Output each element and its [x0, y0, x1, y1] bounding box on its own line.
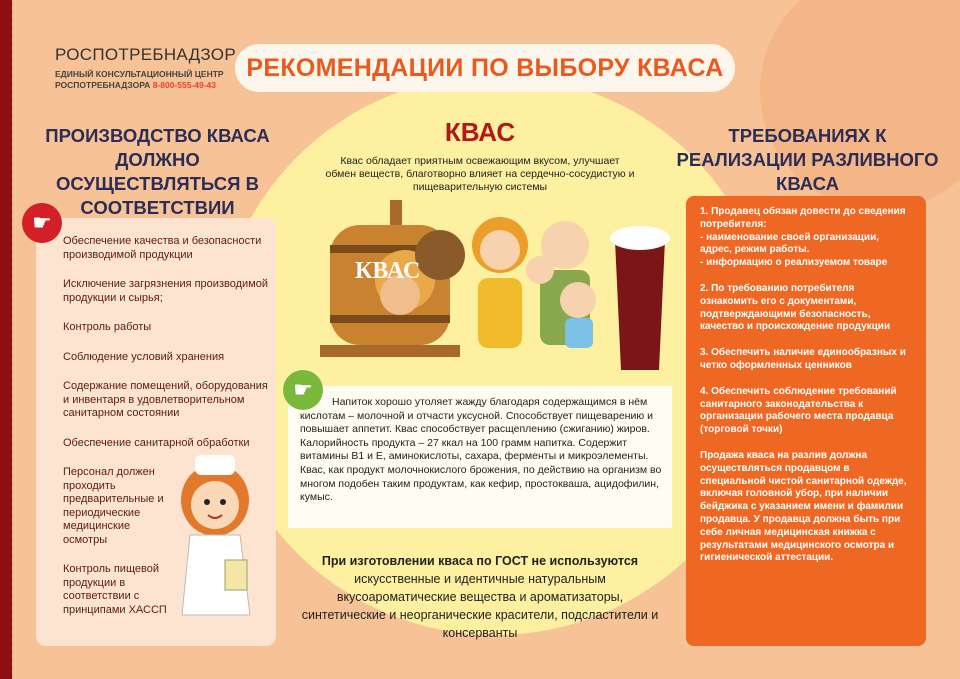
- pointing-hand-icon: ☛: [22, 203, 62, 243]
- left-list-item: Персонал должен проходить предварительные и периодические медицинские осмотры: [63, 466, 164, 546]
- right-heading: ТРЕБОВАНИЯХ К РЕАЛИЗАЦИИ РАЗЛИВНОГО КВАСА: [676, 125, 939, 194]
- left-list-item: Обеспечение санитарной обработки: [63, 436, 250, 449]
- right-list-item: Продажа кваса на разлив должна осуществляться продавцом в специальной чистой санитарной одежде, включая головной убор, при наличии бейджика с указанием имени и фамилии продавца. У продавца должна быть при себе личная медицинская книжка с результатами медицинского осмотра и гигиенической аттестации.: [700, 449, 907, 564]
- right-panel: [686, 196, 926, 646]
- left-list-item: Обеспечение качества и безопасности производимой продукции: [63, 235, 262, 261]
- left-list-item: Контроль работы: [63, 321, 152, 333]
- center-heading: КВАС: [444, 117, 516, 147]
- left-heading: ПРОИЗВОДСТВО КВАСА ДОЛЖНО ОСУЩЕСТВЛЯТЬСЯ В СООТВЕТСТВИИ: [45, 125, 270, 218]
- left-list-item: Контроль пищевой продукции в соответствии с принципами ХАССП: [63, 563, 167, 616]
- left-list-item: Соблюдение условий хранения: [63, 350, 225, 363]
- info-text: Напиток хорошо утоляет жажду благодаря содержащимся в нём кислотам – молочной и отчасти уксусной. Способствует пищеварению и повышает аппетит. Квас способствует расщеплению (сжиганию) жиров. Калорийность продукта – 27 ккал на 100 грамм напитка. Содержит витамины В1 и Е, аминокислоты, сахара, ферменты и микроэлементы. Квас, как продукт молочнокислого брожения, по действию на организм во многом подобен таким продуктам, как кефир, простокваша, ацидофилин, кумыс.: [300, 396, 662, 504]
- barrel-label: КВАС: [355, 258, 421, 284]
- gost-heading: При изготовлении кваса по ГОСТ не используются: [321, 554, 639, 568]
- right-list-item: 1. Продавец обязан довести до сведения потребителя: - наименование своей организации, адрес, режим работы. - информацию о реализуемом товаре: [700, 206, 906, 269]
- right-list-item: 3. Обеспечить наличие единообразных и четко оформленных ценников: [700, 347, 906, 371]
- doctor-illustration: [170, 440, 265, 630]
- left-list-item: Содержание помещений, оборудования и инвентаря в удовлетворительном санитарном состоянии: [63, 380, 268, 419]
- page-title: РЕКОМЕНДАЦИИ ПО ВЫБОРУ КВАСА: [235, 44, 735, 92]
- brand-line2: РОСПОТРЕБНАДЗОРА: [55, 80, 151, 90]
- family-barrel-illustration: [300, 200, 690, 380]
- info-box: [288, 386, 672, 528]
- right-list-item: 4. Обеспечить соблюдение требований санитарного законодательства к организации рабочего места продавца (торговой точки): [700, 385, 897, 436]
- brand-line1: ЕДИНЫЙ КОНСУЛЬТАЦИОННЫЙ ЦЕНТР: [55, 69, 224, 79]
- pointing-hand-icon: ☛: [283, 370, 323, 410]
- left-list-item: Исключение загрязнения производимой продукции и сырья;: [63, 278, 268, 304]
- left-border: [0, 0, 12, 679]
- gost-note: [300, 552, 660, 642]
- gost-text: искусственные и идентичные натуральным вкусоароматические вещества и ароматизаторы, синтетические и неорганические красители, подсластители и консерванты: [301, 572, 659, 640]
- right-list-item: 2. По требованию потребителя ознакомить его с документами, подтверждающими безопасность, качество и происхождение продукции: [700, 282, 891, 333]
- brand-phone: 8-800-555-49-43: [152, 80, 217, 90]
- brand-block: [55, 45, 236, 91]
- brand-name: РОСПОТРЕБНАДЗОР: [55, 45, 236, 64]
- center-intro: Квас обладает приятным освежающим вкусом, улучшает обмен веществ, благотворно влияет на сердечно-сосудистую и пищеварительную системы: [325, 155, 635, 193]
